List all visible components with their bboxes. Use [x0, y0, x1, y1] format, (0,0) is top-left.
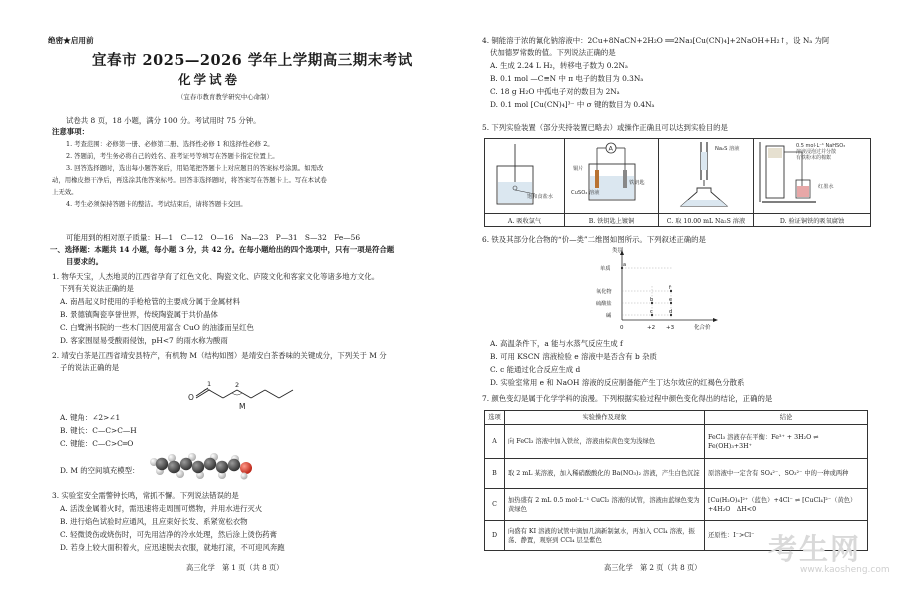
apparatus-b [565, 139, 659, 214]
q4-option-b: B. 0.1 mol —C≡N 中 π 电子的数目为 0.3Nₐ [490, 74, 644, 83]
page-footer: 高三化学 第 1 页（共 8 页） [186, 563, 284, 572]
q4-option-d: D. 0.1 mol [Cu(CN)₄]³⁻ 中 σ 键的数目为 0.4Nₐ [490, 100, 655, 109]
q6-option-a: A. 高温条件下，a 能与水蒸气反应生成 f [490, 339, 623, 348]
q7-header-operation: 实验操作及现象 [505, 411, 705, 425]
q2-option-a: A. 键角：∠2>∠1 [60, 413, 121, 422]
row-option: C [485, 489, 505, 521]
row-operation: 向 FeCl₃ 溶液中加入铁丝，溶液由棕黄色变为浅绿色 [505, 425, 705, 459]
q3-option-c: C. 轻微烫伤或烧伤时，可先用洁净的冷水处理，然后涂上烫伤药膏 [60, 530, 278, 539]
org-line: （宜春市教育教学研究中心命制） [177, 93, 273, 101]
intro-line: 试卷共 8 页，18 小题，满分 100 分。考试用时 75 分钟。 [66, 116, 261, 125]
q3-stem: 3. 实验室安全需警钟长鸣，常抓不懈。下列说法错误的是 [52, 491, 239, 500]
row-option: D [485, 521, 505, 551]
q3-option-d: D. 若身上较大面积着火，应迅速脱去衣服，就地打滚，不可迎风奔跑 [60, 543, 285, 552]
angle-1-label: 1 [207, 380, 212, 388]
row-operation: 向盛有 KI 溶液的试管中滴加几滴新制氯水，再加入 CCl₄ 溶液，振荡、静置，观察到 CCl₄ 层呈紫色 [505, 521, 705, 551]
red-ink-label: 红墨水 [818, 184, 834, 190]
q4-stem-cont: 伏加德罗常数的值。下列说法正确的是 [490, 48, 616, 57]
row-conclusion: FeCl₃ 溶液存在平衡：Fe³⁺ + 3H₂O ⇌ Fe(OH)₃+3H⁺ [705, 425, 868, 459]
section-heading-cont: 目要求的。 [66, 257, 103, 266]
q6-option-c: C. c 能通过化合反应生成 d [490, 365, 581, 374]
row-operation: 加热盛有 2 mL 0.5 mol·L⁻¹ CuCl₂ 溶液的试管，溶液由蓝绿色变为黄绿色 [505, 489, 705, 521]
notice-line: 1. 考查范围：必修第一册、必修第二册、选择性必修 1 和选择性必修 2。 [66, 140, 274, 148]
q2-option-d: D. M 的空间填充模型： [60, 466, 140, 475]
saturated-brine-label: 饱和食盐水 [526, 194, 553, 200]
molecule-m-structure [180, 376, 310, 412]
q1-stem-cont: 下列有关说法正确的是 [60, 284, 134, 293]
q1-option-c: C. 白鹭洲书院的一些木门因使用富含 CuO 的油漆而呈红色 [60, 323, 254, 332]
q6-stem: 6. 铁及其部分化合物的“价—类”二维图如图所示。下列叙述正确的是 [482, 235, 706, 244]
x-tick-3: +3 [666, 325, 675, 331]
page-footer: 高三化学 第 2 页（共 8 页） [604, 563, 702, 572]
row-operation: 取 2 mL 某溶液，加入稀硝酸酸化的 Ba(NO₃)₂ 溶液，产生白色沉淀 [505, 459, 705, 489]
label-a: a [623, 262, 627, 268]
row-option: B [485, 459, 505, 489]
nahso3-label: 0.5 mol·L⁻¹ NaHSO₃ [796, 143, 846, 149]
q2-option-b: B. 键长：C—C>C—H [60, 426, 137, 435]
section-heading: 一、选择题：本题共 14 小题，每小题 3 分，共 42 分。在每小题给出的四个选项中，只有一项是符合题 [50, 245, 395, 254]
watermark-logo: 考生网 [768, 532, 862, 566]
confidential-label: 绝密★启用前 [48, 36, 94, 45]
q4-stem: 4. 铜能溶于浓的氰化钠溶液中：2Cu+8NaCN+2H₂O ══2Na₃[Cu(CN)₄]+2NaOH+H₂↑，设 Nₐ 为阿 [482, 36, 830, 45]
q6-option-d: D. 实验室常用 e 和 NaOH 溶液的反应制备能产生丁达尔效应的红褐色分散系 [490, 378, 745, 387]
y-label-elemental: 单质 [600, 266, 611, 272]
q1-option-d: D. 客家围屋易受酸雨侵蚀，pH<7 的雨水称为酸雨 [60, 336, 228, 345]
label-f: f [669, 285, 671, 291]
q1-stem: 1. 物华天宝，人杰地灵的江西省孕育了红色文化、陶瓷文化、庐陵文化和客家文化等诸多地方文化。 [52, 272, 380, 281]
option-a-label: A. 吸收氯气 [485, 214, 565, 227]
watermark-url: www.kaosheng.com [800, 565, 890, 575]
table-row [485, 489, 868, 521]
label-e: e [669, 297, 673, 303]
q7-header-conclusion: 结论 [705, 411, 868, 425]
notice-line: 上无效。 [52, 188, 78, 196]
row-conclusion: 原溶液中一定含有 SO₄²⁻、SO₃²⁻ 中的一种或两种 [705, 459, 868, 489]
label-b: b [650, 297, 654, 303]
table-row [485, 459, 868, 489]
q4-option-a: A. 生成 2.24 L H₂，转移电子数为 0.2Nₐ [490, 61, 628, 70]
row-conclusion: 还原性：I⁻>Cl⁻ [705, 521, 868, 551]
svg-text:A: A [608, 144, 613, 153]
q5-apparatus-table [484, 138, 871, 227]
label-c: c [650, 309, 653, 315]
label-d: d [669, 309, 673, 315]
q1-option-b: B. 景德镇陶瓷享誉世界，传统陶瓷属于共价晶体 [60, 310, 218, 319]
angle-2-label: 2 [235, 381, 240, 389]
apparatus-a [485, 139, 565, 214]
y-axis-title: 类别 [612, 248, 624, 254]
notice-line: 4. 考生必须保持答题卡的整洁。考试结束后，请将答题卡交回。 [66, 200, 247, 208]
q7-stem: 7. 颜色变幻是属于化学学科的浪漫。下列根据实验过程中颜色变化得出的结论，正确的是 [482, 394, 773, 403]
y-label-base: 碱 [606, 313, 612, 319]
y-label-sulfate: 硫酸盐 [596, 301, 612, 307]
q5-stem: 5. 下列实验装置（部分夹持装置已略去）或操作正确且可以达到实验目的是 [482, 123, 728, 132]
soaked-label: 溶液浸泡过并分散 [796, 149, 837, 155]
notice-line: 3. 回答选择题时，选出每小题答案后，用铅笔把答题卡上对应题目的答案标号涂黑。如需改 [66, 164, 324, 172]
option-d-label: D. 验证铜铁的吸氧腐蚀 [754, 214, 871, 227]
x-tick-2: +2 [647, 325, 656, 331]
iron-valence-class-chart [588, 246, 778, 336]
exam-page-2 [450, 0, 900, 598]
oxygen-label: O [188, 393, 194, 402]
x-tick-0: 0 [620, 325, 624, 331]
notice-heading: 注意事项： [52, 127, 89, 136]
table-row [485, 425, 868, 459]
na2s-label: Na₂S 溶液 [715, 146, 740, 152]
copper-plate-label: 铜片 [572, 166, 583, 172]
option-c-label: C. 取 10.00 mL Na₂S 溶液 [659, 214, 754, 227]
row-conclusion: [Cu(H₂O)₄]²⁺（蓝色）+4Cl⁻ ⇌ [CuCl₄]²⁻（黄色）+4H₂O ΔH<0 [705, 489, 868, 521]
q3-option-b: B. 进行焰色试验时应通风，且应束好长发、系紧宽松衣物 [60, 517, 248, 526]
y-label-oxide: 氧化物 [596, 289, 612, 295]
molecule-m-label: M [239, 402, 246, 411]
notice-line: 2. 答题前，考生务必将自己的姓名、准考证号等填写在答题卡指定位置上。 [66, 152, 279, 160]
q4-option-c: C. 18 g H₂O 中孤电子对的数目为 2Nₐ [490, 87, 620, 96]
q7-header-option: 选项 [485, 411, 505, 425]
q2-stem-cont: 子的说法正确的是 [60, 363, 120, 372]
q2-stem: 2. 靖安白茶是江西省靖安县特产，有机物 M（结构如图）是靖安白茶香味的关键成分，下列关于 M 分 [52, 351, 387, 360]
q2-option-c: C. 键能：C—C>C═O [60, 439, 134, 448]
q3-option-a: A. 活泼金属着火时，需迅速将走周围可燃物，并用水进行灭火 [60, 504, 263, 513]
subject-title: 化学试卷 [178, 72, 241, 87]
exam-title: 宜春市 2025—2026 学年上学期高三期末考试 [92, 52, 413, 69]
q1-option-a: A. 南昌起义时使用的手枪枪管的主要成分属于金属材料 [60, 297, 241, 306]
atomic-masses: 可能用到的相对原子质量：H—1 C—12 O—16 Na—23 P—31 S—32 Fe—56 [66, 233, 361, 242]
row-option: A [485, 425, 505, 459]
space-filling-model [140, 448, 270, 484]
apparatus-d [754, 139, 871, 214]
x-axis-title: 化合价 [694, 325, 711, 331]
iron-key-label: 铁钥匙 [628, 180, 645, 186]
cuso4-label: CuSO₄ 溶液 [570, 190, 599, 196]
iron-cotton-label: 有铁粉末的棉絮 [796, 155, 832, 161]
apparatus-c [659, 139, 754, 214]
option-b-label: B. 铁钥匙上镀铜 [565, 214, 659, 227]
notice-line: 动，用橡皮擦干净后，再选涂其他答案标号。回答非选择题时，将答案写在答题卡上。写在本试卷 [52, 176, 327, 184]
q6-option-b: B. 可用 KSCN 溶液检验 e 溶液中是否含有 b 杂质 [490, 352, 657, 361]
